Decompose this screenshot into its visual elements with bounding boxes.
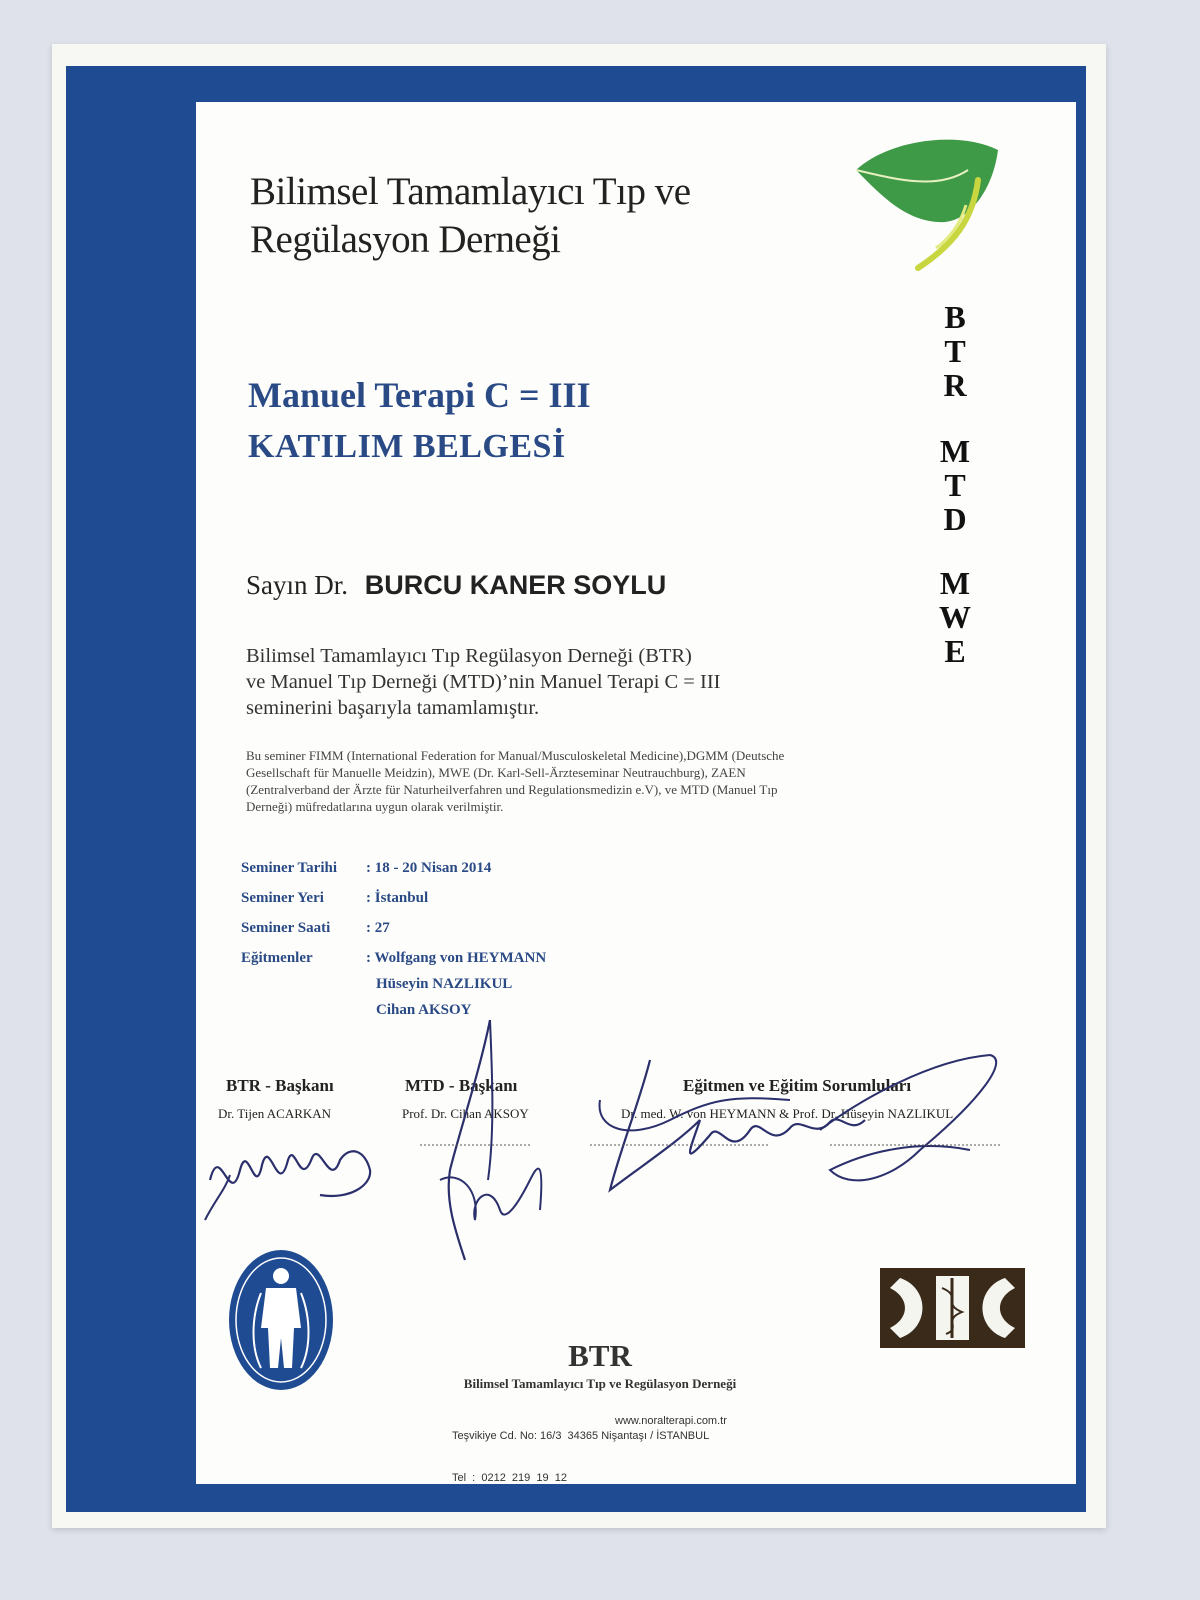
accreditation-note bbox=[246, 747, 886, 815]
side-letter: T bbox=[944, 467, 966, 503]
side-letter: D bbox=[943, 501, 967, 537]
statement-line: ve Manuel Tıp Derneği (MTD)’nin Manuel Terapi C = III bbox=[246, 671, 721, 693]
side-letter: R bbox=[943, 367, 967, 403]
detail-value: Cihan AKSOY bbox=[376, 1002, 472, 1018]
caduceus-emblem-icon bbox=[880, 1268, 1025, 1348]
detail-value: : 18 - 20 Nisan 2014 bbox=[366, 860, 492, 876]
footer-phone: Tel : 0212 219 19 12 bbox=[452, 1472, 567, 1484]
trainers-heading: Eğitmen ve Eğitim Sorumluları bbox=[683, 1076, 912, 1095]
trainers-signature bbox=[590, 1040, 1020, 1240]
footer-address: Teşvikiye Cd. No: 16/3 34365 Nişantaşı / İSTANBUL bbox=[452, 1430, 710, 1442]
btr-president-heading: BTR - Başkanı bbox=[226, 1076, 334, 1095]
detail-value: : İstanbul bbox=[366, 890, 429, 906]
recipient-name: BURCU KANER SOYLU bbox=[364, 570, 667, 600]
side-letter: T bbox=[944, 333, 966, 369]
btr-president-name: Dr. Tijen ACARKAN bbox=[218, 1106, 332, 1121]
note-line: Derneği) müfredatlarına uygun olarak verilmiştir. bbox=[246, 799, 504, 814]
side-organization-letters bbox=[925, 300, 985, 668]
side-letter: M bbox=[939, 565, 971, 601]
mtd-president-signature bbox=[420, 1010, 580, 1270]
mtd-president-heading: MTD - Başkanı bbox=[405, 1076, 518, 1095]
note-line: Gesellschaft für Manuelle Meidzin), MWE (Dr. Karl-Sell-Ärzteseminar Neutrauchburg), ZAEN bbox=[246, 765, 746, 780]
detail-label: Seminer Tarihi bbox=[241, 860, 337, 876]
document-type-title: KATILIM BELGESİ bbox=[248, 428, 566, 465]
side-letter: E bbox=[944, 633, 966, 669]
side-letter: B bbox=[944, 299, 966, 335]
salutation: Sayın Dr. bbox=[246, 570, 349, 600]
note-line: Bu seminer FIMM (International Federation for Manual/Musculoskeletal Medicine),DGMM (Deutsche bbox=[246, 748, 785, 763]
statement-line: seminerini başarıyla tamamlamıştır. bbox=[246, 697, 540, 719]
btr-president-signature bbox=[200, 1120, 390, 1230]
detail-value: Hüseyin NAZLIKUL bbox=[376, 976, 513, 992]
side-letter: M bbox=[939, 433, 971, 469]
completion-statement bbox=[246, 643, 846, 721]
footer-website: www.noralterapi.com.tr bbox=[615, 1415, 727, 1427]
mtd-president-name: Prof. Dr. Cihan AKSOY bbox=[402, 1106, 529, 1121]
recipient-line bbox=[246, 570, 666, 601]
detail-label: Seminer Saati bbox=[241, 920, 331, 936]
organization-title-line2: Regülasyon Derneği bbox=[250, 218, 561, 261]
side-letter: W bbox=[939, 599, 971, 635]
detail-value: : 27 bbox=[366, 920, 390, 936]
footer-abbreviation: BTR bbox=[568, 1338, 632, 1373]
footer-organization-name: Bilimsel Tamamlayıcı Tıp ve Regülasyon Derneği bbox=[463, 1376, 737, 1391]
course-title: Manuel Terapi C = III bbox=[248, 375, 591, 415]
organization-title bbox=[250, 168, 691, 264]
leaf-logo-icon bbox=[848, 130, 1008, 275]
detail-value: : Wolfgang von HEYMANN bbox=[366, 950, 547, 966]
note-line: (Zentralverband der Ärzte für Naturheilverfahren und Regulationsmedizin e.V), ve MTD (Manuel Tıp bbox=[246, 782, 778, 797]
statement-line: Bilimsel Tamamlayıcı Tıp Regülasyon Derneği (BTR) bbox=[246, 645, 692, 667]
detail-label: Seminer Yeri bbox=[241, 890, 324, 906]
trainers-names: Dr. med. W. von HEYMANN & Prof. Dr. Hüseyin NAZLIKUL bbox=[621, 1106, 954, 1121]
organization-title-line1: Bilimsel Tamamlayıcı Tıp ve bbox=[250, 170, 691, 213]
detail-label: Eğitmenler bbox=[241, 950, 313, 966]
